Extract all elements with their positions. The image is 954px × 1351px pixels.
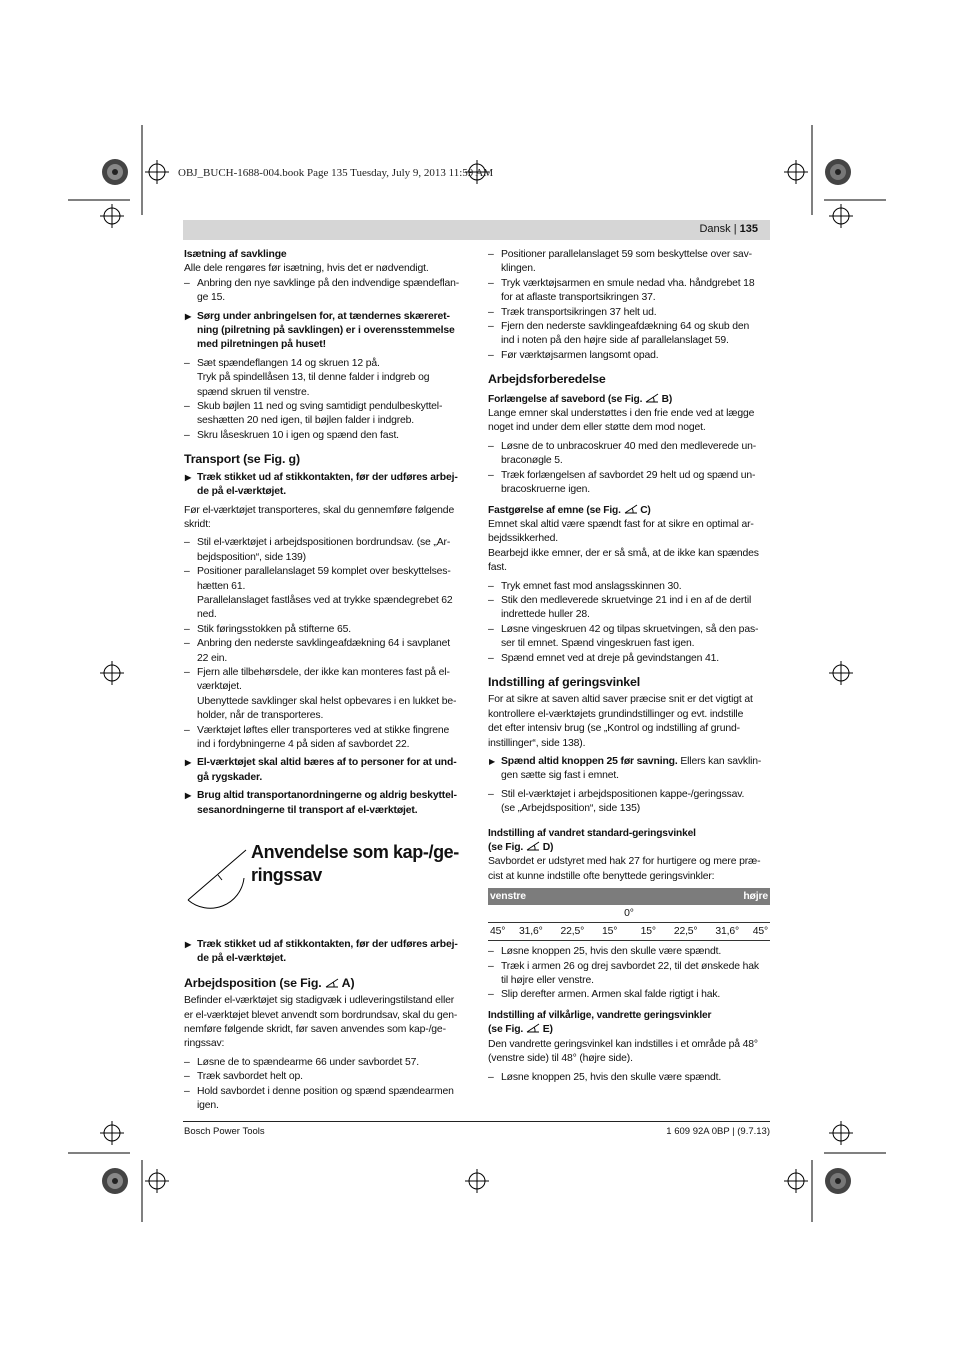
list-item: – Stik den medleverede skruetvinge 21 ind i en af de dertil indrettede huller 28. bbox=[488, 594, 752, 621]
paragraph: det efter intensiv brug (se „Kontrol og indstilling af grund- bbox=[488, 723, 740, 735]
header-separator: | bbox=[733, 223, 737, 235]
list-item: – Sæt spændeflangen 14 og skruen 12 på. Tryk på spindellåsen 13, til denne falder i indgreb og spænd skruen til venstre. bbox=[184, 357, 430, 398]
paragraph: Befinder el-værktøjet sig stadigvæk i udleveringstilstand eller bbox=[184, 995, 455, 1007]
figure-angle-icon bbox=[526, 1023, 540, 1033]
table-cell: 15° bbox=[629, 923, 658, 941]
list-item: – Skub bøjlen 11 ned og sving samtidigt pendulbeskyttel- seshætten 20 ned igen, til bøjlen falder i indgreb. bbox=[184, 401, 443, 427]
paragraph: Den vandrette geringsvinkel kan indstilles i et område på 48° bbox=[488, 1038, 758, 1050]
list-item: – Spænd emnet ved at dreje på gevindstangen 41. bbox=[488, 652, 719, 664]
file-info: OBJ_BUCH-1688-004.book Page 135 Tuesday, July 9, 2013 11:59 AM bbox=[178, 167, 494, 179]
list-item: – Stik føringsstokken på stifterne 65. bbox=[184, 623, 351, 635]
paragraph: bejdssikkerhed. bbox=[488, 533, 558, 545]
list-item: – Anbring den nederste savklingeafdækning 64 i savplanet 22 ein. bbox=[184, 638, 450, 664]
heading-vandret-fig: (se Fig. D) bbox=[488, 842, 554, 854]
list-item: – Tryk emnet fast mod anslagsskinnen 30. bbox=[488, 580, 682, 592]
heading-vilkaarlige: Indstilling af vilkårlige, vandrette geringsvinkler bbox=[488, 1009, 712, 1021]
paragraph: (venstre side) til 48° (højre side). bbox=[488, 1053, 633, 1065]
warning-item: ▶ Sørg under anbringelsen for, at tændernes skæreret- ning (pilretning på savklingen) er i overensstemmelse med pilretningen på huset! bbox=[185, 310, 455, 351]
warning-item: ▶ Træk stikket ud af stikkontakten, før der udføres arbej- de på el-værktøjet. bbox=[185, 939, 458, 965]
page-header-bar bbox=[183, 220, 770, 240]
heading-indstilling: Indstilling af geringsvinkel bbox=[488, 674, 641, 689]
warning-item: ▶ Træk stikket ud af stikkontakten, før der udføres arbej- de på el-værktøjet. bbox=[185, 471, 458, 498]
left-column bbox=[184, 248, 466, 1114]
paragraph: Alle dele rengøres før isætning, hvis det er nødvendigt. bbox=[184, 263, 429, 275]
heading-transport: Transport (se Fig. g) bbox=[184, 452, 300, 467]
heading-forlaengelse: Forlængelse af savebord (se Fig. B) bbox=[488, 393, 673, 405]
arrow-icon: ▶ bbox=[185, 791, 192, 801]
list-item: – Løsne vingeskruen 42 og tilpas skruetvingen, så den pas- ser til emnet. Spænd vingeskruen fast igen. bbox=[488, 623, 759, 650]
list-item: – Før værktøjsarmen langsomt opad. bbox=[488, 349, 659, 361]
table-cell: 45° bbox=[741, 923, 770, 941]
table-cell: 45° bbox=[488, 923, 517, 941]
list-item: – Tryk værktøjsarmen en smule nedad vha. håndgrebet 18 for at aflaste transportsikringen 37. bbox=[488, 277, 755, 304]
list-item: – Løsne de to spændearme 66 under savbordet 57. bbox=[184, 1056, 419, 1068]
paragraph: Emnet skal altid være spændt fast for at sikre en optimal ar- bbox=[488, 518, 754, 530]
list-item: – Træk i armen 26 og drej savbordet 22, til det ønskede hak til højre eller venstre. bbox=[488, 960, 759, 987]
paragraph: kontrollere el-værktøjets grundindstillinger og evt. indstille bbox=[488, 708, 744, 720]
paragraph: Bearbejd ikke emner, der er så små, at de ikke kan spændes bbox=[488, 547, 759, 559]
warning-item: ▶ El-værktøjet skal altid bæres af to personer for at und- gå rygskader. bbox=[185, 757, 457, 783]
arrow-icon: ▶ bbox=[489, 757, 496, 766]
list-item: – Fjern alle tilbehørsdele, der ikke kan monteres fast på el- værktøjet. Ubenyttede savklinger skal helst opbevares i en lukket be- holder, når de transporteres. bbox=[184, 666, 457, 722]
list-item: – Træk forlængelsen af savbordet 29 helt ud og spænd un- bracoskruerne igen. bbox=[488, 469, 756, 496]
paragraph: skridt: bbox=[184, 518, 211, 530]
footer-right: 1 609 92A 0BP | (9.7.13) bbox=[666, 1126, 770, 1137]
heading-isaetning: Isætning af savklinge bbox=[184, 249, 287, 260]
list-item: – Stil el-værktøjet i arbejdspositionen bordrundsav. (se „Ar- bejdsposition“, side 139) bbox=[184, 537, 451, 563]
figure-angle-icon bbox=[526, 841, 540, 851]
paragraph: ringssav: bbox=[184, 1038, 225, 1050]
paragraph: cist at kunne indstille ofte benyttede geringsvinkler: bbox=[488, 870, 715, 882]
heading-arbejdsforberedelse: Arbejdsforberedelse bbox=[488, 372, 606, 387]
footer-rule bbox=[183, 1121, 770, 1122]
list-item: – Anbring den nye savklinge på den indvendige spændeflan- ge 15. bbox=[184, 277, 460, 304]
list-item: – Hold savbordet i denne position og spænd spændearmen igen. bbox=[184, 1085, 454, 1112]
table-center-value: 0° bbox=[488, 905, 770, 923]
list-item: – Fjern den nederste savklingeafdækning 64 og skub den ind i noten på den højre side af parallelanslaget 59. bbox=[488, 321, 750, 347]
table-cell: 22,5° bbox=[658, 923, 700, 941]
heading-fastgoerelse: Fastgørelse af emne (se Fig. C) bbox=[488, 504, 651, 516]
arrow-icon: ▶ bbox=[185, 940, 192, 950]
list-item: – Løsne de to unbracoskruer 40 med den medleverede un- braconøgle 5. bbox=[488, 440, 757, 467]
paragraph: Lange emner skal understøttes i den frie ende ved at lægge bbox=[488, 408, 755, 420]
table-cell: 31,6° bbox=[699, 923, 741, 941]
page-number: 135 bbox=[739, 223, 758, 235]
table-header-right: højre bbox=[629, 888, 770, 905]
angle-table bbox=[488, 888, 770, 941]
page-header-text bbox=[699, 223, 758, 235]
miter-saw-angle-icon bbox=[184, 848, 248, 910]
table-cell: 15° bbox=[600, 923, 629, 941]
table-header-left: venstre bbox=[488, 888, 629, 905]
figure-angle-icon bbox=[325, 978, 339, 988]
paragraph: fast. bbox=[488, 562, 507, 574]
heading-vandret: Indstilling af vandret standard-geringsvinkel bbox=[488, 827, 696, 839]
paragraph: er el-værktøjet blevet anvendt som bordrundsav, skal du gen- bbox=[184, 1009, 458, 1021]
list-item: – Positioner parallelanslaget 59 komplet over beskyttelses- hætten 61. Parallelanslaget fastlåses ved at trykke spændegrebet 62 ned. bbox=[184, 566, 453, 621]
arrow-icon: ▶ bbox=[185, 311, 192, 321]
list-item: – Træk savbordet helt op. bbox=[184, 1071, 303, 1083]
section-title: Anvendelse som kap-/ge- ringssav bbox=[251, 842, 459, 886]
arrow-icon: ▶ bbox=[185, 472, 192, 482]
paragraph: nemføre følgende skridt, før saven anvendes som kap-/ge- bbox=[184, 1024, 446, 1036]
right-column bbox=[488, 248, 770, 1085]
paragraph: Savbordet er udstyret med hak 27 for hurtigere og mere præ- bbox=[488, 856, 761, 868]
figure-angle-icon bbox=[624, 504, 638, 514]
table-cell: 22,5° bbox=[558, 923, 600, 941]
section-title-block bbox=[184, 838, 466, 938]
paragraph: noget ind under dem eller støtte dem mod noget. bbox=[488, 422, 706, 434]
warning-item: ▶ Brug altid transportanordningerne og aldrig beskyttel- sesanordningerne til transport af el-værktøjet. bbox=[185, 790, 457, 816]
paragraph: For at sikre at saven altid saver præcise snit er det vigtigt at bbox=[488, 694, 753, 706]
list-item: – Slip derefter armen. Armen skal falde rigtigt i hak. bbox=[488, 989, 721, 1001]
arrow-icon: ▶ bbox=[185, 758, 192, 768]
heading-arbejdsposition: Arbejdsposition (se Fig. A) bbox=[184, 975, 355, 990]
list-item: – Løsne knoppen 25, hvis den skulle være spændt. bbox=[488, 946, 722, 958]
paragraph: instillinger“, side 138). bbox=[488, 737, 586, 749]
header-language: Dansk bbox=[699, 223, 731, 235]
list-item: – Løsne knoppen 25, hvis den skulle være spændt. bbox=[488, 1071, 722, 1083]
footer-left: Bosch Power Tools bbox=[184, 1126, 265, 1137]
table-cell: 31,6° bbox=[517, 923, 559, 941]
list-item: – Positioner parallelanslaget 59 som beskyttelse over sav- klingen. bbox=[488, 249, 752, 275]
paragraph: Før el-værktøjet transporteres, skal du gennemføre følgende bbox=[184, 504, 455, 516]
list-item: – Træk transportsikringen 37 helt ud. bbox=[488, 306, 657, 318]
figure-angle-icon bbox=[645, 393, 659, 403]
list-item: – Skru låseskruen 10 i igen og spænd den fast. bbox=[184, 429, 399, 441]
warning-item: ▶ Spænd altid knoppen 25 før savning. Ellers kan savklin- gen sætte sig fast i emnet. bbox=[489, 756, 762, 782]
list-item: – Stil el-værktøjet i arbejdspositionen kappe-/geringssav. (se „Arbejdsposition“, side 135) bbox=[488, 788, 745, 815]
list-item: – Værktøjet løftes eller transporteres ved at stikke fingrene ind i fordybningerne 4 på siden af savbordet 22. bbox=[184, 724, 450, 750]
heading-vilkaarlige-fig: (se Fig. E) bbox=[488, 1024, 553, 1036]
